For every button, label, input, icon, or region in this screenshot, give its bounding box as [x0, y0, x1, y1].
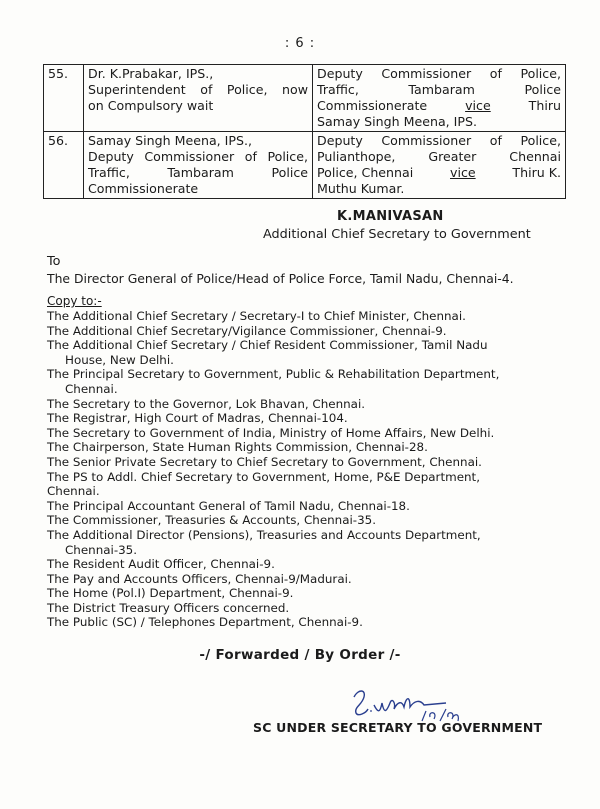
- copy-line-cont: House, New Delhi.: [65, 352, 174, 367]
- from-line: Commissionerate: [88, 181, 199, 196]
- copy-line: The Principal Accountant General of Tamil Nadu, Chennai-18.: [47, 498, 410, 513]
- copy-line: The Resident Audit Officer, Chennai-9.: [47, 557, 275, 572]
- from-line: on Compulsory wait: [88, 98, 214, 113]
- copy-line: The Principal Secretary to Government, Public & Rehabilitation Department,: [47, 367, 500, 382]
- list-item: [47, 513, 567, 528]
- to-address: The Director General of Police/Head of Police Force, Tamil Nadu, Chennai-4.: [47, 271, 514, 286]
- list-item: [47, 615, 567, 630]
- list-item: [47, 367, 567, 396]
- list-item: [47, 484, 567, 499]
- to-label: To: [47, 254, 61, 269]
- to-line: Samay Singh Meena, IPS.: [317, 114, 477, 129]
- from-line: Deputy Commissioner of Police,: [88, 149, 308, 164]
- list-item: [47, 309, 567, 324]
- from-line: Traffic, Tambaram Police: [88, 165, 308, 180]
- list-item: [47, 586, 567, 601]
- page-number: : 6 :: [284, 36, 316, 51]
- copy-line: The Senior Private Secretary to Chief Secretary to Government, Chennai.: [47, 454, 482, 469]
- list-item: [47, 572, 567, 587]
- copy-line: The PS to Addl. Chief Secretary to Government, Home, P&E Department,: [47, 469, 480, 484]
- officer-from-cell: [84, 132, 313, 199]
- list-item: [47, 557, 567, 572]
- list-item: [47, 397, 567, 412]
- copy-line: The Additional Chief Secretary / Secretary-I to Chief Minister, Chennai.: [47, 309, 466, 323]
- officer-from-cell: [84, 65, 313, 132]
- copy-line: The Additional Chief Secretary/Vigilance Commissioner, Chennai-9.: [47, 323, 447, 338]
- list-item: [47, 338, 567, 367]
- posting-to-cell: [313, 65, 566, 132]
- copy-line: Chennai.: [47, 484, 100, 499]
- signer-designation: Additional Chief Secretary to Government: [263, 227, 531, 242]
- to-line: Police, Chennai: [317, 165, 414, 180]
- to-line: Commissionerate: [317, 98, 428, 113]
- table-row: [44, 132, 566, 199]
- list-item: [47, 601, 567, 616]
- copy-line: The Home (Pol.I) Department, Chennai-9.: [47, 586, 294, 601]
- to-line: Thiru: [528, 98, 561, 113]
- copy-line: The Public (SC) / Telephones Department, Chennai-9.: [47, 615, 363, 630]
- copy-line: The Secretary to Government of India, Ministry of Home Affairs, New Delhi.: [47, 425, 495, 440]
- copy-line: The Registrar, High Court of Madras, Chennai-104.: [47, 411, 348, 426]
- list-item: [47, 470, 567, 485]
- copy-line: The Commissioner, Treasuries & Accounts, Chennai-35.: [47, 513, 376, 528]
- to-line: Muthu Kumar.: [317, 181, 405, 196]
- copy-line: The District Treasury Officers concerned.: [47, 600, 290, 615]
- to-line: Traffic, Tambaram Police: [317, 82, 561, 97]
- list-item: [47, 499, 567, 514]
- copy-to-label: Copy to:-: [47, 294, 102, 308]
- to-line: Deputy Commissioner of Police,: [317, 133, 561, 148]
- copy-line-cont: Chennai.: [65, 381, 118, 396]
- to-line: Deputy Commissioner of Police,: [317, 66, 561, 81]
- to-line: Pulianthope, Greater Chennai: [317, 149, 561, 164]
- copy-to-list: [47, 309, 567, 630]
- list-item: [47, 455, 567, 470]
- list-item: [47, 528, 567, 557]
- forwarded-by-order: -/ Forwarded / By Order /-: [199, 647, 401, 663]
- from-line: Superintendent of Police, now: [88, 82, 308, 97]
- serial-number: 56.: [44, 132, 84, 199]
- to-line: Thiru K.: [512, 165, 561, 180]
- signer-name: K.MANIVASAN: [337, 209, 444, 224]
- sc-under-secretary: SC UNDER SECRETARY TO GOVERNMENT: [253, 720, 543, 735]
- list-item: [47, 411, 567, 426]
- list-item: [47, 324, 567, 339]
- copy-line: The Additional Chief Secretary / Chief Resident Commissioner, Tamil Nadu: [47, 338, 488, 353]
- list-item: [47, 440, 567, 455]
- from-line: Samay Singh Meena, IPS.,: [88, 133, 252, 148]
- vice-word: vice: [465, 98, 491, 113]
- from-line: Dr. K.Prabakar, IPS.,: [88, 66, 214, 81]
- copy-line: The Chairperson, State Human Rights Commission, Chennai-28.: [47, 440, 428, 455]
- vice-word: vice: [450, 165, 476, 180]
- handwritten-signature: [350, 683, 470, 725]
- list-item: [47, 426, 567, 441]
- copy-line-cont: Chennai-35.: [65, 542, 138, 557]
- copy-line: The Secretary to the Governor, Lok Bhavan, Chennai.: [47, 396, 366, 411]
- serial-number: 55.: [44, 65, 84, 132]
- copy-line: The Additional Director (Pensions), Treasuries and Accounts Department,: [47, 527, 481, 542]
- posting-to-cell: [313, 132, 566, 199]
- table-row: [44, 65, 566, 132]
- copy-line: The Pay and Accounts Officers, Chennai-9/Madurai.: [47, 571, 352, 586]
- postings-table: [43, 64, 566, 199]
